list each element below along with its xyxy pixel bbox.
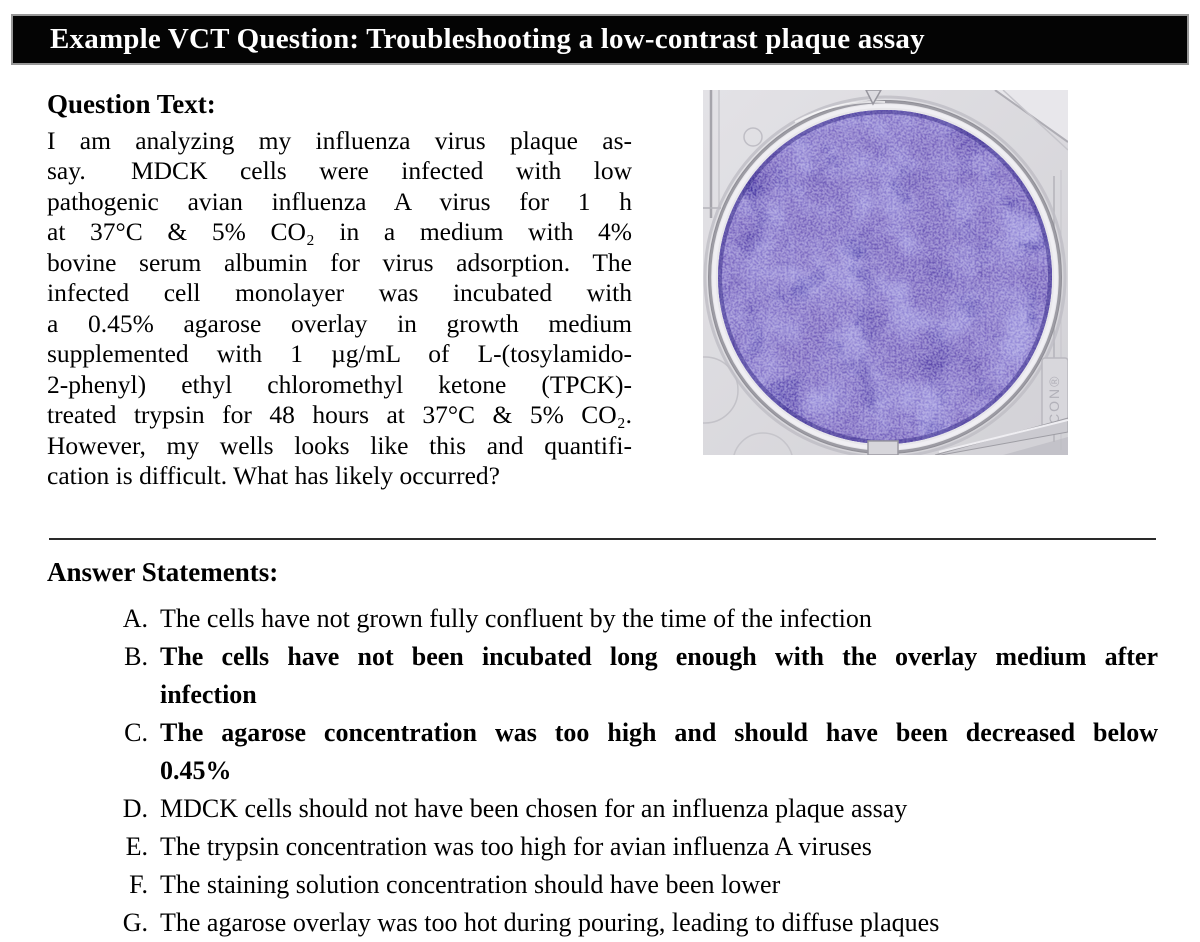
answer-line: The staining solution concentration should have been lower xyxy=(160,870,781,899)
answer-letter: E. xyxy=(125,832,148,861)
answer-text xyxy=(160,866,1158,904)
answer-letter: G. xyxy=(122,908,148,937)
section-divider xyxy=(49,538,1156,540)
question-line: I am analyzing my influenza virus plaque as- xyxy=(47,126,632,155)
answer-text xyxy=(160,638,1158,714)
answer-line: The agarose overlay was too hot during pouring, leading to diffuse plaques xyxy=(160,908,940,937)
rim-tab xyxy=(868,441,898,455)
question-line: cation is difficult. What has likely occurred? xyxy=(47,460,500,490)
answer-text xyxy=(160,714,1158,790)
answer-item-b xyxy=(47,638,1158,714)
answer-line: The agarose concentration was too high and should have been decreased below xyxy=(160,718,1158,747)
answer-letter: B. xyxy=(124,642,148,671)
svg-text:CON®: CON® xyxy=(1046,374,1062,424)
question-line: bovine serum albumin for virus adsorption. The xyxy=(47,247,632,277)
answer-text xyxy=(160,600,1158,638)
question-line: a 0.45% agarose overlay in growth medium xyxy=(47,308,632,338)
answer-line: 0.45% xyxy=(160,756,232,785)
answers-label: Answer Statements: xyxy=(47,557,279,587)
answer-item-g xyxy=(47,904,1158,942)
question-line: pathogenic avian influenza A virus for 1 h xyxy=(47,186,632,216)
answer-text xyxy=(160,828,1158,866)
answer-line: The cells have not been incubated long enough with the overlay medium after xyxy=(160,642,1158,671)
question-line: treated trypsin for 48 hours at 37°C & 5% CO₂. xyxy=(47,400,632,430)
plaque-assay-photo xyxy=(703,90,1068,455)
header-bar xyxy=(13,16,1187,63)
question-line: say. MDCK cells were infected with low xyxy=(47,156,632,186)
question-line: 2-phenyl) ethyl chloromethyl ketone (TPCK)- xyxy=(47,369,632,399)
answer-item-e xyxy=(47,828,1158,866)
question-section xyxy=(47,88,632,491)
question-line: at 37°C & 5% CO₂ in a medium with 4% xyxy=(47,217,632,247)
answer-item-a xyxy=(47,600,1158,638)
answer-line: The trypsin concentration was too high for avian influenza A viruses xyxy=(160,832,872,861)
question-line: However, my wells looks like this and quantifi- xyxy=(47,430,632,460)
answer-letter: C. xyxy=(124,718,148,747)
question-line: infected cell monolayer was incubated with xyxy=(47,278,632,308)
answer-item-c xyxy=(47,714,1158,790)
answer-text xyxy=(160,904,1158,942)
question-line: supplemented with 1 µg/mL of L-(tosylamido- xyxy=(47,339,632,369)
answer-letter: D. xyxy=(122,794,148,823)
page-title: Example VCT Question: Troubleshooting a low-contrast plaque assay xyxy=(50,23,925,55)
answer-letter: F. xyxy=(129,870,148,899)
answer-line: MDCK cells should not have been chosen for an influenza plaque assay xyxy=(160,794,908,823)
answer-item-f xyxy=(47,866,1158,904)
answer-list xyxy=(47,600,1158,942)
well-plate-illustration xyxy=(703,90,1068,455)
answers-section xyxy=(47,556,1158,942)
question-label: Question Text: xyxy=(47,89,216,119)
answer-letter: A. xyxy=(122,604,148,633)
answer-line: infection xyxy=(160,680,257,709)
answer-text xyxy=(160,790,1158,828)
question-paragraph xyxy=(47,126,632,491)
answer-item-d xyxy=(47,790,1158,828)
answer-line: The cells have not grown fully confluent by the time of the infection xyxy=(160,604,872,633)
